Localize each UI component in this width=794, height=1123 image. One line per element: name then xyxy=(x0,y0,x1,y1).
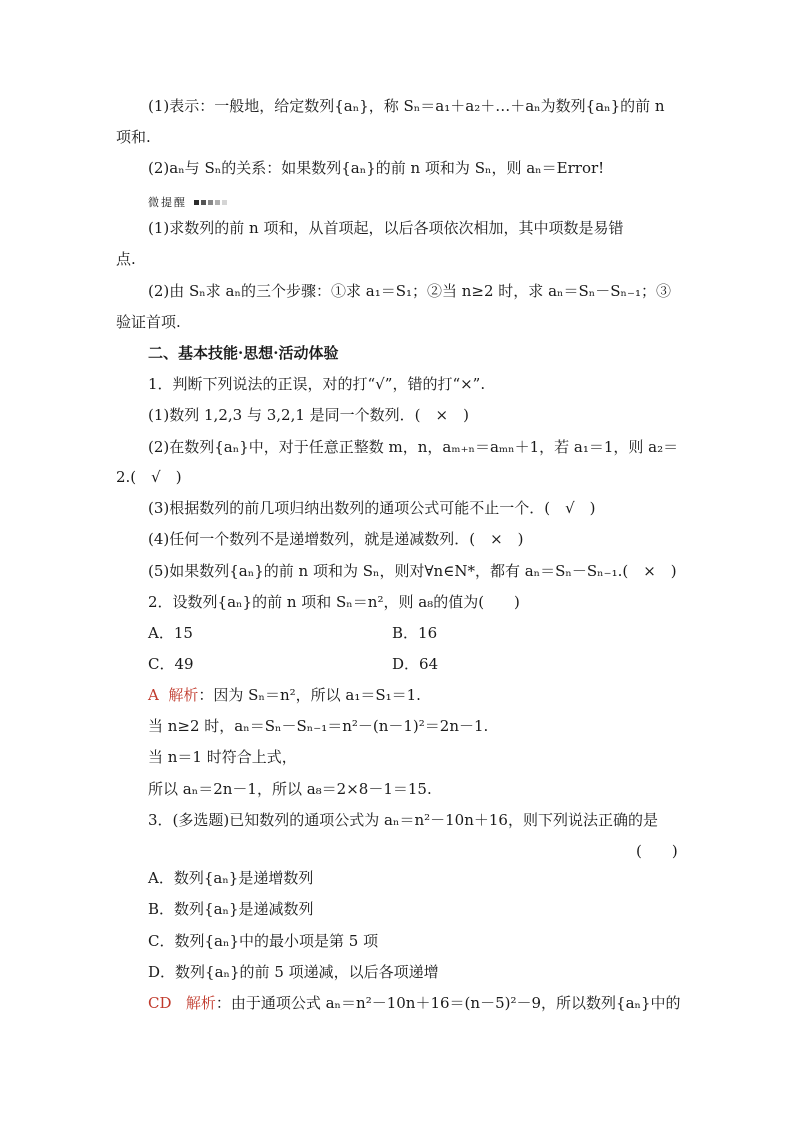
q1-statement-5: (5)如果数列{aₙ}的前 n 项和为 Sₙ，则对∀n∈N*，都有 aₙ＝Sₙ－Sₙ₋₁.( × ) xyxy=(148,562,677,580)
q3-answer-blank: ( ) xyxy=(636,842,678,860)
q3-solution-line-1 xyxy=(148,993,681,1013)
q1-statement-1: (1)数列 1,2,3 与 3,2,1 是同一个数列．( × ) xyxy=(148,406,469,424)
square-icon xyxy=(222,200,227,205)
tip-1-line-2: 点. xyxy=(116,250,136,268)
square-icon xyxy=(215,200,220,205)
tip-heading xyxy=(148,191,227,213)
q1-statement-2-line-1: (2)在数列{aₙ}中，对于任意正整数 m，n，aₘ₊ₙ＝aₘₙ＋1，若 a₁＝1，则 a₂＝ xyxy=(148,438,679,456)
q3-solution-text-1: ：由于通项公式 aₙ＝n²－10n＋16＝(n－5)²－9，所以数列{aₙ}中的 xyxy=(215,994,681,1012)
definition-line-2: 项和. xyxy=(116,128,151,146)
q3-option-c: C．数列{aₙ}中的最小项是第 5 项 xyxy=(148,932,379,950)
square-icon xyxy=(208,200,213,205)
q2-solution-line-2: 当 n≥2 时，aₙ＝Sₙ－Sₙ₋₁＝n²－(n－1)²＝2n－1. xyxy=(148,717,489,735)
q1-statement-4: (4)任何一个数列不是递增数列，就是递减数列．( × ) xyxy=(148,530,524,548)
square-icon xyxy=(201,200,206,205)
q3-analysis-label: 解析 xyxy=(185,994,216,1012)
square-icon xyxy=(194,200,199,205)
q2-option-a: A．15 xyxy=(148,624,193,642)
section-title: 二、基本技能·思想·活动体验 xyxy=(148,344,339,362)
tip-2-line-1: (2)由 Sₙ求 aₙ的三个步骤：①求 a₁＝S₁；②当 n≥2 时，求 aₙ＝Sₙ－Sₙ₋₁；③ xyxy=(148,282,671,300)
q2-solution-line-1 xyxy=(148,685,421,705)
q1-stem: 1．判断下列说法的正误，对的打“√”，错的打“×”. xyxy=(148,375,486,393)
tip-squares xyxy=(192,192,227,210)
q2-solution-line-3: 当 n＝1 时符合上式， xyxy=(148,748,297,766)
q2-option-d: D．64 xyxy=(392,655,439,673)
q3-option-d: D．数列{aₙ}的前 5 项递减，以后各项递增 xyxy=(148,963,439,981)
q2-answer: A xyxy=(148,686,159,704)
q2-solution-line-4: 所以 aₙ＝2n－1，所以 a₈＝2×8－1＝15. xyxy=(148,780,432,798)
tip-1-line-1: (1)求数列的前 n 项和，从首项起，以后各项依次相加，其中项数是易错 xyxy=(148,219,624,237)
q3-option-a: A．数列{aₙ}是递增数列 xyxy=(148,869,314,887)
q2-solution-text-1: ：因为 Sₙ＝n²，所以 a₁＝S₁＝1. xyxy=(198,686,421,704)
tip-2-line-2: 验证首项. xyxy=(116,313,181,331)
relation-line: (2)aₙ与 Sₙ的关系：如果数列{aₙ}的前 n 项和为 Sₙ，则 aₙ＝Error! xyxy=(148,159,605,177)
q3-stem: 3．(多选题)已知数列的通项公式为 aₙ＝n²－10n＋16，则下列说法正确的是 xyxy=(148,811,658,829)
tip-label: 微提醒 xyxy=(148,196,187,209)
q1-statement-2-line-2: 2.( √ ) xyxy=(116,468,182,486)
q2-stem: 2．设数列{aₙ}的前 n 项和 Sₙ＝n²，则 a₈的值为( ) xyxy=(148,593,520,611)
q2-option-c: C．49 xyxy=(148,655,194,673)
definition-line-1: (1)表示：一般地，给定数列{aₙ}，称 Sₙ＝a₁＋a₂＋…＋aₙ为数列{aₙ}的前 n xyxy=(148,97,665,115)
q3-answer: CD xyxy=(148,994,172,1012)
q2-option-b: B．16 xyxy=(392,624,438,642)
q2-analysis-label: 解析 xyxy=(168,686,199,704)
q1-statement-3: (3)根据数列的前几项归纳出数列的通项公式可能不止一个．( √ ) xyxy=(148,499,596,517)
q3-option-b: B．数列{aₙ}是递减数列 xyxy=(148,900,314,918)
